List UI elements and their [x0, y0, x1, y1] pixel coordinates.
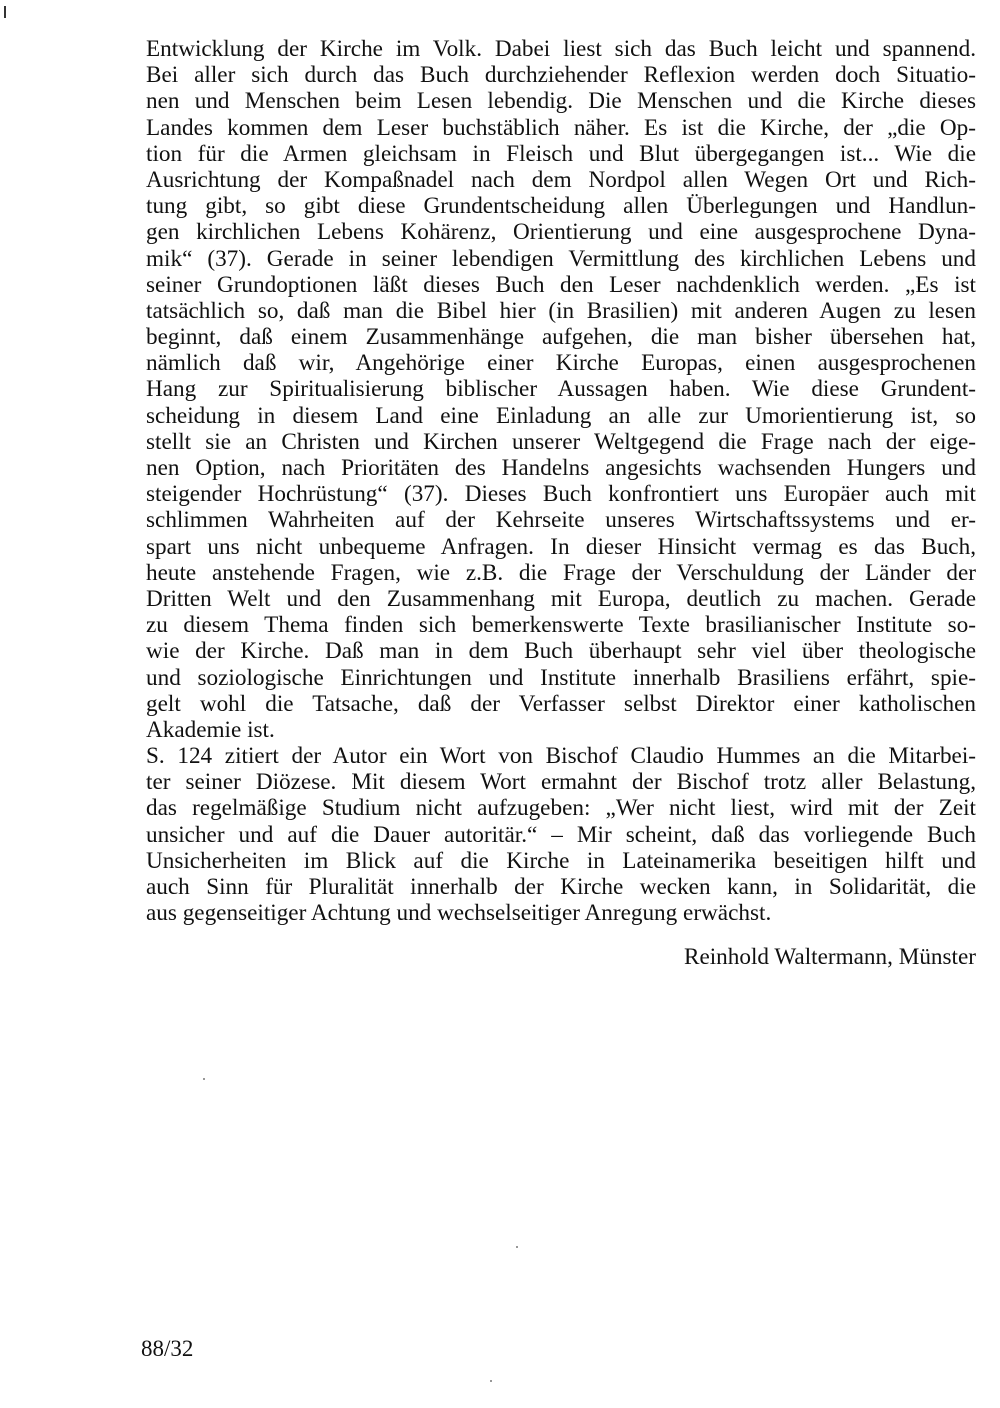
- page-number: 88/32: [141, 1336, 194, 1361]
- author-signature: Reinhold Waltermann, Münster: [683, 944, 976, 970]
- text-line: Landes kommen dem Leser buchstäblich näher. Es ist die Kirche, der „die Op-: [146, 114, 976, 141]
- text-line: nen Option, nach Prioritäten des Handelns angesichts wachsenden Hungers und: [146, 455, 976, 481]
- text-line: Akademie ist.: [146, 716, 275, 743]
- text-line: stellt sie an Christen und Kirchen unserer Weltgegend die Frage nach der eige-: [146, 428, 976, 455]
- text-line: mik“ (37). Gerade in seiner lebendigen Vermittlung des kirchlichen Lebens und: [146, 245, 976, 272]
- text-line: steigender Hochrüstung“ (37). Dieses Buch konfrontiert uns Europäer auch mit: [146, 481, 976, 508]
- text-line: aus gegenseitiger Achtung und wechselseitiger Anregung erwächst.: [146, 900, 772, 927]
- text-line: unsicher und auf die Dauer autoritär.“ – Mir scheint, daß das vorliegende Buch: [146, 821, 976, 848]
- text-line: tung gibt, so gibt diese Grundentscheidung allen Überlegungen und Handlun-: [146, 193, 976, 220]
- scan-edge-mark: [4, 6, 6, 18]
- scan-speck: [203, 1078, 205, 1080]
- text-line: auch Sinn für Pluralität innerhalb der Kirche wecken kann, in Solidarität, die: [146, 874, 976, 900]
- text-line: wie der Kirche. Daß man in dem Buch überhaupt sehr viel über theologische: [146, 638, 976, 665]
- review-text: [146, 36, 976, 926]
- text-line: Unsicherheiten im Blick auf die Kirche in Lateinamerika beseitigen hilft und: [146, 847, 976, 874]
- text-line: nen und Menschen beim Lesen lebendig. Die Menschen und die Kirche dieses: [146, 88, 976, 115]
- text-line: spart uns nicht unbequeme Anfragen. In dieser Hinsicht vermag es das Buch,: [146, 533, 976, 560]
- text-line: seiner Grundoptionen läßt dieses Buch den Leser nachdenklich werden. „Es ist: [146, 271, 976, 298]
- scan-speck: [490, 1380, 492, 1382]
- text-line: ter seiner Diözese. Mit diesem Wort ermahnt der Bischof trotz aller Belastung,: [146, 769, 976, 796]
- text-line: gelt wohl die Tatsache, daß der Verfasser selbst Direktor einer katholischen: [146, 690, 976, 717]
- text-line: Entwicklung der Kirche im Volk. Dabei liest sich das Buch leicht und spannend.: [146, 36, 976, 62]
- text-line: Hang zur Spiritualisierung biblischer Aussagen haben. Wie diese Grundent-: [146, 376, 976, 403]
- text-line: Bei aller sich durch das Buch durchziehender Reflexion werden doch Situatio-: [146, 62, 976, 89]
- text-line: Dritten Welt und den Zusammenhang mit Europa, deutlich zu machen. Gerade: [146, 585, 976, 612]
- text-line: tatsächlich so, daß man die Bibel hier (in Brasilien) mit anderen Augen zu lesen: [146, 297, 976, 324]
- text-line: und soziologische Einrichtungen und Institute innerhalb Brasiliens erfährt, spie-: [146, 664, 976, 691]
- text-line: zu diesem Thema finden sich bemerkenswerte Texte brasilianischer Institute so-: [146, 612, 976, 639]
- text-line: Ausrichtung der Kompaßnadel nach dem Nordpol allen Wegen Ort und Rich-: [146, 166, 976, 193]
- text-line: nämlich daß wir, Angehörige einer Kirche Europas, einen ausgesprochenen: [146, 350, 976, 377]
- text-line: tion für die Armen gleichsam in Fleisch und Blut übergegangen ist... Wie die: [146, 140, 976, 167]
- text-line: gen kirchlichen Lebens Kohärenz, Orientierung und eine ausgesprochene Dyna-: [146, 219, 976, 246]
- text-line: beginnt, daß einem Zusammenhänge aufgehen, die man bisher übersehen hat,: [146, 324, 976, 351]
- text-line: heute anstehende Fragen, wie z.B. die Frage der Verschuldung der Länder der: [146, 559, 976, 586]
- scan-speck: [516, 1246, 518, 1248]
- text-line: S. 124 zitiert der Autor ein Wort von Bischof Claudio Hummes an die Mitarbei-: [146, 743, 976, 770]
- text-line: das regelmäßige Studium nicht aufzugeben: „Wer nicht liest, wird mit der Zeit: [146, 795, 976, 822]
- text-line: scheidung in diesem Land eine Einladung an alle zur Umorientierung ist, so: [146, 402, 976, 429]
- text-line: schlimmen Wahrheiten auf der Kehrseite unseres Wirtschaftssystems und er-: [146, 507, 976, 534]
